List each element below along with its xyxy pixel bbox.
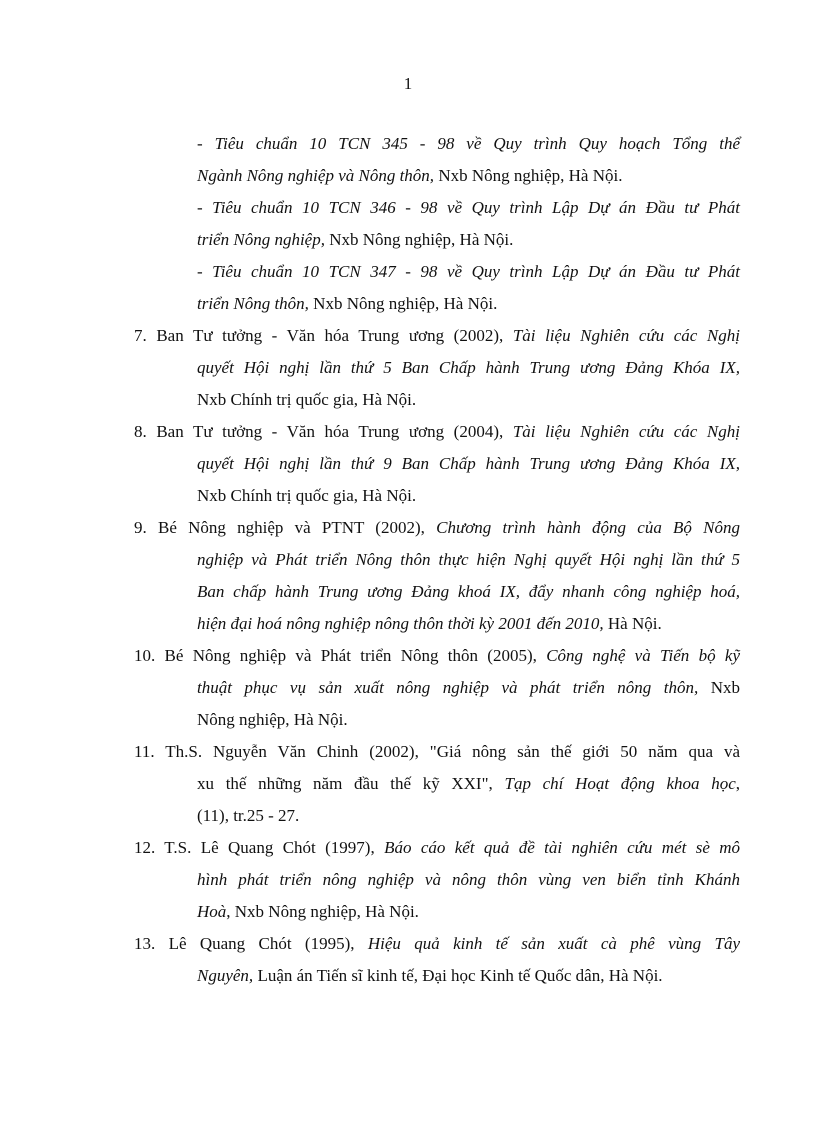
reference-title-text: - Tiêu chuẩn 10 TCN 347 - 98 về Quy trình Lập Dự án Đầu tư Phát [197, 262, 740, 281]
reference-line [0, 800, 816, 832]
reference-item [0, 640, 816, 736]
reference-item [0, 192, 816, 256]
reference-text: , [735, 774, 740, 793]
reference-line [0, 416, 816, 448]
reference-line [0, 352, 816, 384]
reference-item [0, 736, 816, 832]
reference-line [0, 608, 816, 640]
reference-text: Nxb [698, 678, 740, 697]
reference-text: Nxb Nông nghiệp, Hà Nội. [434, 166, 623, 185]
reference-line [0, 832, 816, 864]
reference-text: 11. Th.S. Nguyễn Văn Chinh (2002), "Giá nông sản thế giới 50 năm qua và [134, 742, 740, 761]
reference-list [0, 128, 816, 992]
reference-text: (11), tr.25 - 27. [197, 806, 300, 825]
reference-text: Luận án Tiến sĩ kinh tế, Đại học Kinh tế Quốc dân, Hà Nội. [253, 966, 663, 985]
reference-title-text: Ngành Nông nghiệp và Nông thôn, [197, 166, 435, 185]
reference-text: Hà Nội. [603, 614, 662, 633]
reference-line [0, 736, 816, 768]
reference-title-text: quyết Hội nghị lần thứ 5 Ban Chấp hành Trung ương Đảng Khóa IX, [197, 358, 740, 377]
reference-title-text: Tạp chí Hoạt động khoa học [504, 774, 736, 793]
reference-title-text: hình phát triển nông nghiệp và nông thôn vùng ven biển tỉnh Khánh [197, 870, 740, 889]
reference-item [0, 928, 816, 992]
reference-title-text: nghiệp và Phát triển Nông thôn thực hiện Nghị quyết Hội nghị lần thứ 5 [197, 550, 740, 569]
reference-line [0, 128, 816, 160]
reference-line [0, 448, 816, 480]
reference-line [0, 384, 816, 416]
reference-line [0, 224, 816, 256]
reference-item [0, 320, 816, 416]
reference-line [0, 512, 816, 544]
reference-item [0, 832, 816, 928]
reference-line [0, 672, 816, 704]
reference-title-text: - Tiêu chuẩn 10 TCN 345 - 98 về Quy trình Quy hoạch Tổng thể [197, 134, 740, 153]
reference-item [0, 128, 816, 192]
reference-line [0, 192, 816, 224]
reference-title-text: Chương trình hành động của Bộ Nông [436, 518, 741, 537]
reference-title-text: Báo cáo kết quả đề tài nghiên cứu mét sè mô [384, 838, 740, 857]
reference-text: Nxb Chính trị quốc gia, Hà Nội. [197, 486, 417, 505]
reference-title-text: Hiệu quả kinh tế sản xuất cà phê vùng Tây [367, 934, 741, 953]
reference-text: , Nxb Nông nghiệp, Hà Nội. [226, 902, 419, 921]
reference-title-text: hiện đại hoá nông nghiệp nông thôn thời kỳ 2001 đến 2010, [197, 614, 604, 633]
reference-text: Nxb Chính trị quốc gia, Hà Nội. [197, 390, 417, 409]
reference-title-text: Hoà [197, 902, 227, 921]
reference-item [0, 256, 816, 320]
reference-title-text: Tài liệu Nghiên cứu các Nghị [512, 422, 740, 441]
reference-title-text: - Tiêu chuẩn 10 TCN 346 - 98 về Quy trình Lập Dự án Đầu tư Phát [197, 198, 740, 217]
reference-title-text: Tài liệu Nghiên cứu các Nghị [512, 326, 740, 345]
reference-title-text: Nguyên, [197, 966, 254, 985]
reference-line [0, 928, 816, 960]
reference-item [0, 512, 816, 640]
reference-line [0, 704, 816, 736]
reference-text: Nxb Nông nghiệp, Hà Nội. [308, 294, 498, 313]
reference-line [0, 640, 816, 672]
reference-text: xu thế những năm đầu thế kỹ XXI", [197, 774, 505, 793]
reference-line [0, 480, 816, 512]
page-number: 1 [403, 74, 413, 93]
reference-line [0, 768, 816, 800]
reference-title-text: Ban chấp hành Trung ương Đảng khoá IX, đẩy nhanh công nghiệp hoá, [197, 582, 740, 601]
reference-line [0, 320, 816, 352]
reference-text: Nông nghiệp, Hà Nội. [197, 710, 348, 729]
reference-text: 10. Bé Nông nghiệp và Phát triển Nông thôn (2005), [134, 646, 547, 665]
reference-text: 12. T.S. Lê Quang Chót (1997), [134, 838, 385, 857]
reference-item [0, 416, 816, 512]
reference-line [0, 896, 816, 928]
reference-line [0, 256, 816, 288]
reference-text: 7. Ban Tư tưởng - Văn hóa Trung ương (2002), [134, 326, 513, 345]
reference-line [0, 864, 816, 896]
reference-title-text: Công nghệ và Tiến bộ kỹ [546, 646, 740, 665]
reference-title-text: quyết Hội nghị lần thứ 9 Ban Chấp hành Trung ương Đảng Khóa IX, [197, 454, 740, 473]
reference-text: 8. Ban Tư tưởng - Văn hóa Trung ương (2004), [134, 422, 513, 441]
reference-line [0, 160, 816, 192]
reference-title-text: triển Nông nghiệp, [197, 230, 325, 249]
reference-line [0, 288, 816, 320]
reference-title-text: thuật phục vụ sản xuất nông nghiệp và phát triển nông thôn, [197, 678, 699, 697]
reference-text: 13. Lê Quang Chót (1995), [134, 934, 368, 953]
reference-line [0, 576, 816, 608]
reference-text: 9. Bé Nông nghiệp và PTNT (2002), [134, 518, 437, 537]
reference-line [0, 960, 816, 992]
reference-text: Nxb Nông nghiệp, Hà Nội. [324, 230, 514, 249]
reference-title-text: triển Nông thôn, [197, 294, 309, 313]
reference-line [0, 544, 816, 576]
